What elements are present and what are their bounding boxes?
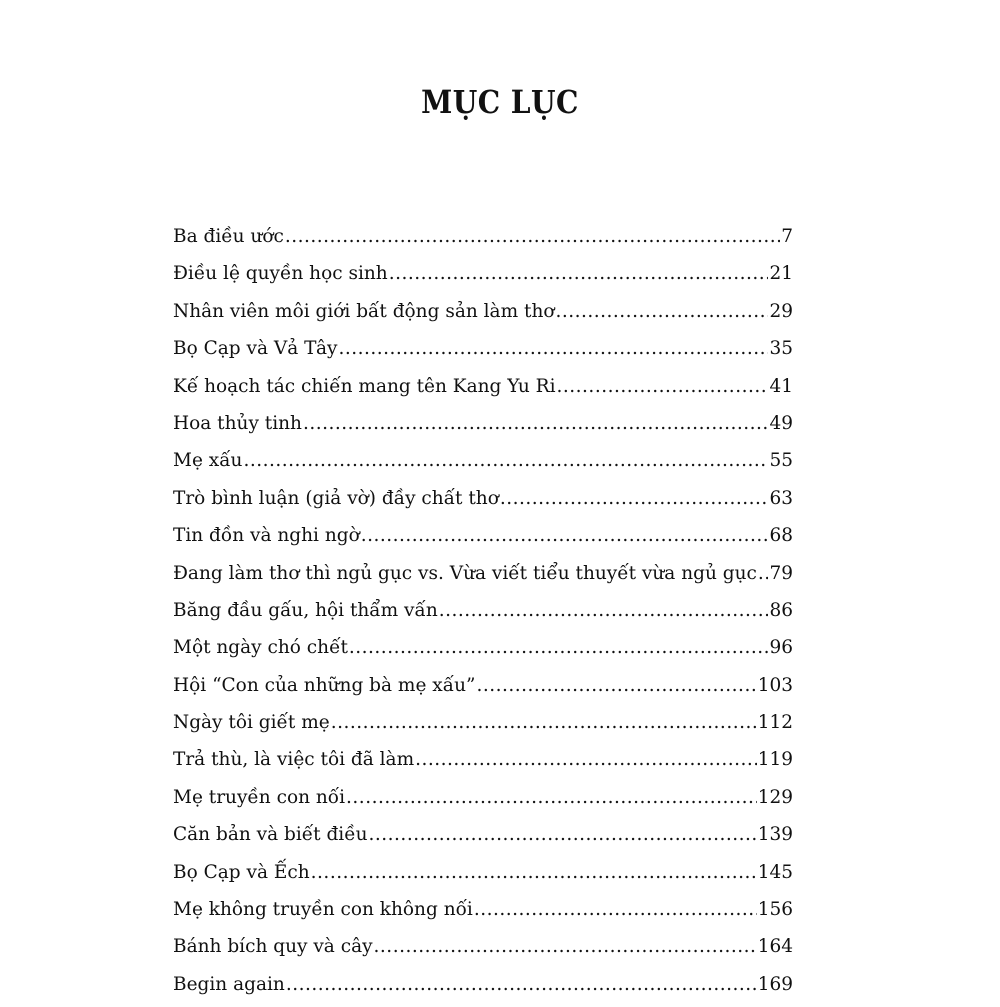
toc-entry-page-number: 145 [757,861,793,883]
toc-entry-page-number: 79 [769,562,793,584]
toc-entry-page-number: 29 [769,300,793,322]
toc-entry [173,858,793,895]
toc-dot-leader [338,334,768,364]
toc-entry-title: Đang làm thơ thì ngủ gục vs. Vừa viết tiểu thuyết vừa ngủ gục [173,562,757,584]
toc-dot-leader [476,671,756,701]
toc-entry-title: Một ngày chó chết [173,637,348,659]
toc-entry [173,783,793,820]
toc-entry-page-number: 156 [757,899,793,921]
toc-entry [173,446,793,483]
toc-entry-page-number: 68 [769,525,793,547]
toc-entry-title: Bọ Cạp và Vả Tây [173,338,338,360]
toc-dot-leader [331,708,757,738]
toc-dot-leader [474,895,757,925]
toc-entry [173,409,793,446]
toc-entry-page-number: 7 [781,226,793,247]
toc-entry-page-number: 169 [757,973,793,995]
toc-entry-title: Mẹ không truyền con không nối [173,899,473,921]
toc-entry-page-number: 21 [769,263,793,285]
toc-dot-leader [389,259,769,289]
toc-dot-leader [243,446,768,476]
toc-entry-title: Ngày tôi giết mẹ [173,712,330,734]
toc-entry-title: Begin again [173,973,285,995]
toc-dot-leader [556,297,769,327]
toc-entry [173,745,793,782]
toc-entry-title: Bánh bích quy và cây [173,936,373,958]
toc-entry-page-number: 55 [769,450,793,472]
toc-dot-leader [369,820,757,850]
toc-dot-leader [349,633,769,663]
toc-entry-page-number: 63 [769,487,793,509]
toc-dot-leader [346,783,757,813]
toc-entry-title: Kế hoạch tác chiến mang tên Kang Yu Ri [173,375,556,397]
toc-entry-title: Nhân viên môi giới bất động sản làm thơ [173,300,555,322]
toc-dot-leader [285,222,780,252]
toc-entry-page-number: 129 [757,786,793,808]
toc-dot-leader [311,858,757,888]
toc-entry [173,596,793,633]
toc-entry-title: Trả thù, là việc tôi đã làm [173,749,415,771]
table-of-contents [173,222,793,1007]
toc-entry-page-number: 96 [769,637,793,659]
toc-dot-leader [286,970,757,1000]
toc-entry-page-number: 103 [757,674,793,696]
toc-entry-page-number: 139 [757,824,793,846]
toc-dot-leader [439,596,769,626]
toc-entry-page-number: 119 [757,749,793,771]
toc-entry [173,334,793,371]
toc-dot-leader [500,484,769,514]
toc-dot-leader [361,521,769,551]
toc-dot-leader [758,559,769,589]
toc-entry-title: Điều lệ quyền học sinh [173,263,388,285]
toc-entry [173,895,793,932]
toc-entry-page-number: 112 [757,712,793,734]
toc-entry [173,259,793,296]
toc-entry [173,970,793,1007]
toc-entry-title: Hội “Con của những bà mẹ xấu” [173,674,476,696]
toc-entry-title: Căn bản và biết điều [173,824,368,846]
toc-entry-title: Trò bình luận (giả vờ) đầy chất thơ [173,487,499,509]
toc-entry [173,633,793,670]
toc-entry [173,372,793,409]
toc-entry-title: Mẹ truyền con nối [173,786,346,808]
toc-entry-page-number: 164 [757,936,793,958]
toc-dot-leader [303,409,768,439]
page-title: MỤC LỤC [421,83,579,122]
toc-entry-title: Băng đầu gấu, hội thẩm vấn [173,599,438,621]
toc-entry-title: Hoa thủy tinh [173,412,302,434]
toc-entry-title: Tin đồn và nghi ngờ [173,525,360,547]
toc-dot-leader [374,932,757,962]
toc-entry [173,222,793,259]
toc-entry [173,297,793,334]
toc-entry [173,559,793,596]
toc-entry [173,671,793,708]
toc-entry [173,521,793,558]
toc-entry [173,932,793,969]
toc-entry-page-number: 35 [769,338,793,360]
toc-entry [173,708,793,745]
toc-dot-leader [557,372,769,402]
toc-entry-title: Mẹ xấu [173,450,243,472]
toc-dot-leader [415,745,757,775]
toc-entry [173,484,793,521]
toc-entry-page-number: 49 [769,412,793,434]
toc-entry-page-number: 86 [769,599,793,621]
toc-entry-title: Ba điều ước [173,226,284,247]
toc-entry [173,820,793,857]
toc-entry-page-number: 41 [769,375,793,397]
toc-entry-title: Bọ Cạp và Ếch [173,861,310,883]
